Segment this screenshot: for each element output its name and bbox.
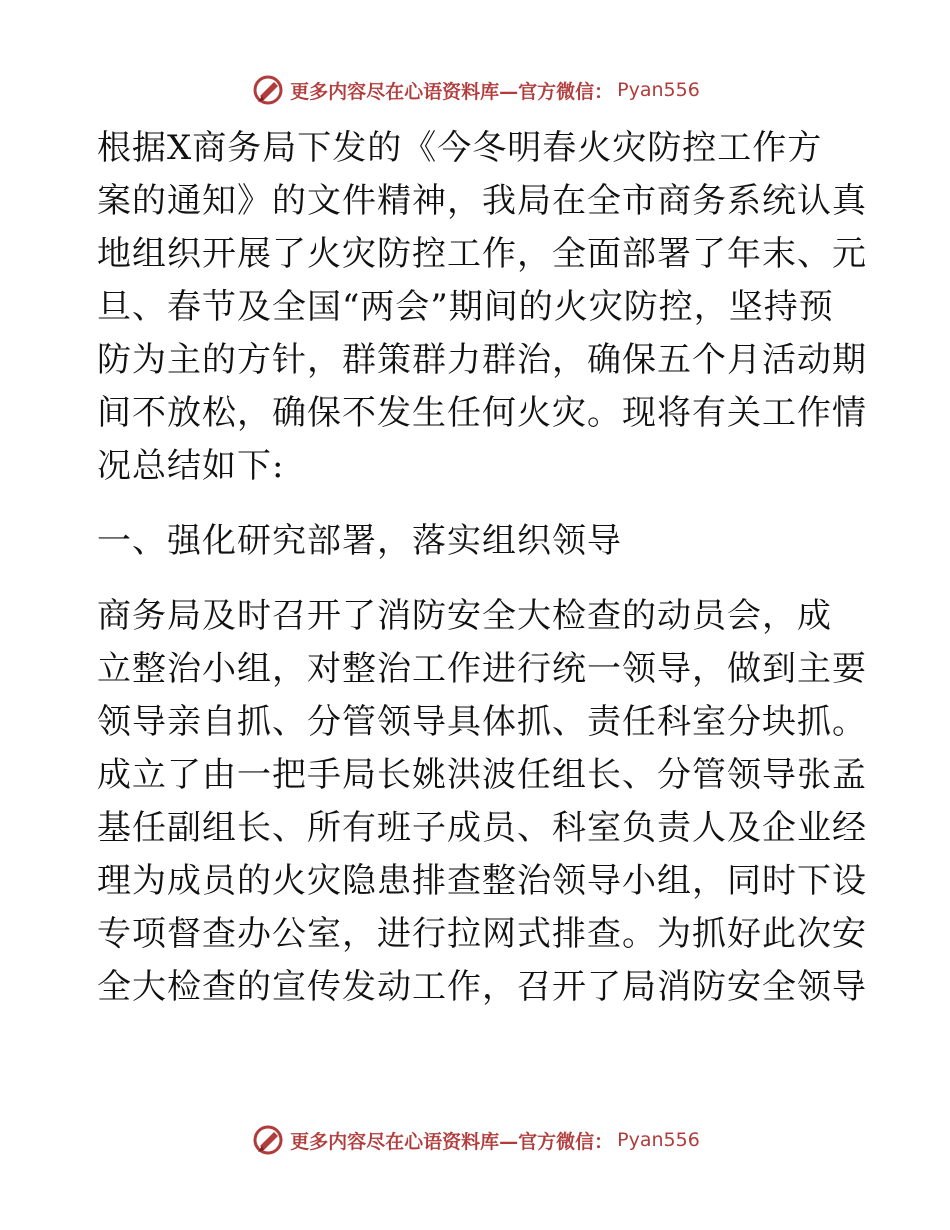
text-line: 基任副组长、所有班子成员、科室负责人及企业经 xyxy=(97,808,867,848)
footer-banner-text: 更多内容尽在心语资料库—官方微信： xyxy=(290,1130,614,1153)
text-line: 间不放松，确保不发生任何火灾。现将有关工作情 xyxy=(97,393,867,433)
text-line: 全大检查的宣传发动工作，召开了局消防安全领导 xyxy=(97,967,867,1007)
text-line: 旦、春节及全国“两会”期间的火灾防控，坚持预 xyxy=(97,287,834,327)
footer-banner-wechat-id: Pyan556 xyxy=(617,1129,700,1151)
header-banner xyxy=(0,70,950,110)
paragraph-organization xyxy=(97,590,867,1014)
text-line: 况总结如下: xyxy=(97,446,285,486)
text-line: 防为主的方针，群策群力群治，确保五个月活动期 xyxy=(97,340,867,380)
text-line: 根据X商务局下发的《今冬明春火灾防控工作方 xyxy=(97,128,823,168)
text-line: 立整治小组，对整治工作进行统一领导，做到主要 xyxy=(97,649,867,689)
text-line: 理为成员的火灾隐患排查整治领导小组，同时下设 xyxy=(97,861,867,901)
pen-logo-icon xyxy=(250,72,286,108)
heading-text: 一、强化研究部署，落实组织领导 xyxy=(97,521,622,561)
text-line: 商务局及时召开了消防安全大检查的动员会，成 xyxy=(97,596,832,636)
section-heading xyxy=(97,515,857,568)
header-banner-text: 更多内容尽在心语资料库—官方微信： xyxy=(290,80,614,103)
text-line: 案的通知》的文件精神，我局在全市商务系统认真 xyxy=(97,181,867,221)
paragraph-intro xyxy=(97,122,867,493)
header-banner-wechat-id: Pyan556 xyxy=(617,79,700,101)
footer-banner xyxy=(0,1120,950,1160)
pen-logo-icon xyxy=(250,1122,286,1158)
text-line: 成立了由一把手局长姚洪波任组长、分管领导张孟 xyxy=(97,755,867,795)
text-line: 地组织开展了火灾防控工作，全面部署了年末、元 xyxy=(97,234,867,274)
text-line: 专项督查办公室，进行拉网式排查。为抓好此次安 xyxy=(97,914,867,954)
text-line: 领导亲自抓、分管领导具体抓、责任科室分块抓。 xyxy=(97,702,867,742)
document-body xyxy=(97,122,867,1014)
